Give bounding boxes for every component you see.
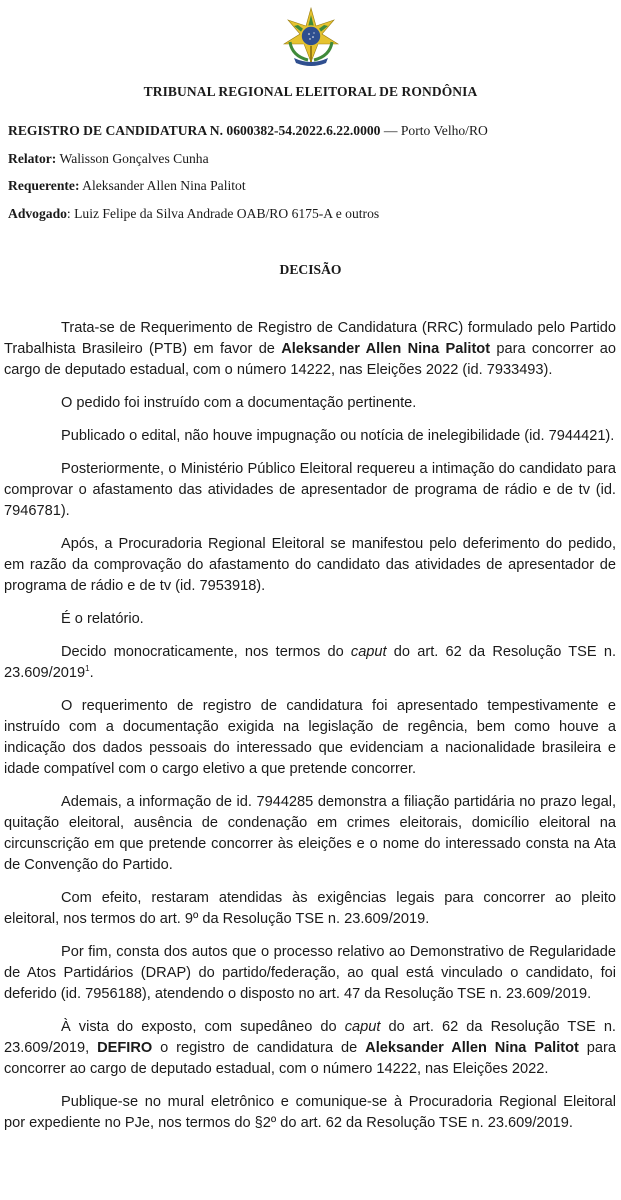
advogado-name: : Luiz Felipe da Silva Andrade OAB/RO 6175-A e outros bbox=[66, 206, 380, 221]
paragraph-7: Decido monocraticamente, nos termos do caput do art. 62 da Resolução TSE n. 23.609/2019$^1$. bbox=[4, 644, 616, 681]
requerente-name: Aleksander Allen Nina Palitot bbox=[79, 178, 246, 193]
case-location: — Porto Velho/RO bbox=[380, 123, 488, 138]
case-number-line bbox=[8, 123, 488, 139]
paragraph-12: À vista do exposto, com supedâneo do caput do art. 62 da Resolução TSE n. 23.609/2019, DEFIRO o registro de candidatura de Aleksander Allen Nina Palitot para concorrer ao cargo de deputado estadual, com o número 14222, nas Eleições 2022. bbox=[4, 1019, 616, 1077]
footnote-marker: 1 bbox=[85, 664, 90, 674]
decision-verdict: DEFIRO bbox=[97, 1040, 153, 1056]
advogado-label: Advogado bbox=[8, 206, 67, 221]
relator-line bbox=[8, 151, 209, 167]
paragraph-1: Trata-se de Requerimento de Registro de Candidatura (RRC) formulado pelo Partido Trabalhista Brasileiro (PTB) em favor de Aleksander Allen Nina Palitot para concorrer ao cargo de deputado estadual, com o número 14222, nas Eleições 2022 (id. 7933493). bbox=[4, 320, 616, 378]
decision-body bbox=[4, 318, 616, 1146]
case-number: REGISTRO DE CANDIDATURA N. 0600382-54.2022.6.22.0000 bbox=[8, 123, 381, 138]
paragraph-13: Publique-se no mural eletrônico e comunique-se à Procuradoria Regional Eleitoral por expediente no PJe, nos termos do §2º do art. 62 da Resolução TSE n. 23.609/2019. bbox=[4, 1094, 616, 1131]
candidate-name: Aleksander Allen Nina Palitot bbox=[281, 341, 491, 357]
decision-title: DECISÃO bbox=[279, 262, 342, 277]
paragraph-5: Após, a Procuradoria Regional Eleitoral se manifestou pelo deferimento do pedido, em razão da comprovação do afastamento do candidato das atividades de apresentador de programa de rádio e de tv (id. 7953918). bbox=[4, 536, 616, 594]
paragraph-4: Posteriormente, o Ministério Público Eleitoral requereu a intimação do candidato para comprovar o afastamento das atividades de apresentador de programa de rádio e de tv (id. 7946781). bbox=[4, 461, 616, 519]
relator-name: Walisson Gonçalves Cunha bbox=[56, 151, 209, 166]
brazil-coat-of-arms-icon bbox=[280, 6, 342, 68]
requerente-label: Requerente: bbox=[8, 178, 80, 193]
paragraph-11: Por fim, consta dos autos que o processo relativo ao Demonstrativo de Regularidade de Atos Partidários (DRAP) do partido/federação, ao qual está vinculado o candidato, foi deferido (id. 7956188), atendendo o disposto no art. 47 da Resolução TSE n. 23.609/2019. bbox=[4, 944, 616, 1002]
paragraph-9: Ademais, a informação de id. 7944285 demonstra a filiação partidária no prazo legal, quitação eleitoral, ausência de condenação em crimes eleitorais, domicílio eleitoral na circunscrição em que pretende concorrer às eleições e o nome do interessado consta na Ata de Convenção do Partido. bbox=[4, 794, 616, 873]
court-name: TRIBUNAL REGIONAL ELEITORAL DE RONDÔNIA bbox=[143, 84, 478, 99]
paragraph-2: O pedido foi instruído com a documentação pertinente. bbox=[61, 395, 417, 411]
paragraph-3: Publicado o edital, não houve impugnação ou notícia de inelegibilidade (id. 7944421). bbox=[61, 428, 615, 444]
paragraph-6: É o relatório. bbox=[61, 611, 144, 627]
advogado-line bbox=[8, 206, 379, 222]
requerente-line bbox=[8, 178, 246, 194]
candidate-name: Aleksander Allen Nina Palitot bbox=[365, 1040, 579, 1056]
paragraph-8: O requerimento de registro de candidatura foi apresentado tempestivamente e instruído com a documentação exigida na legislação de regência, bem como houve a indicação dos dados pessoais do interessado que evidenciam a nacionalidade brasileira e idade compatível com o cargo eletivo a que pretende concorrer. bbox=[4, 698, 616, 777]
paragraph-10: Com efeito, restaram atendidas às exigências legais para concorrer ao pleito eleitoral, nos termos do art. 9º da Resolução TSE n. 23.609/2019. bbox=[4, 890, 616, 927]
relator-label: Relator: bbox=[8, 151, 57, 166]
